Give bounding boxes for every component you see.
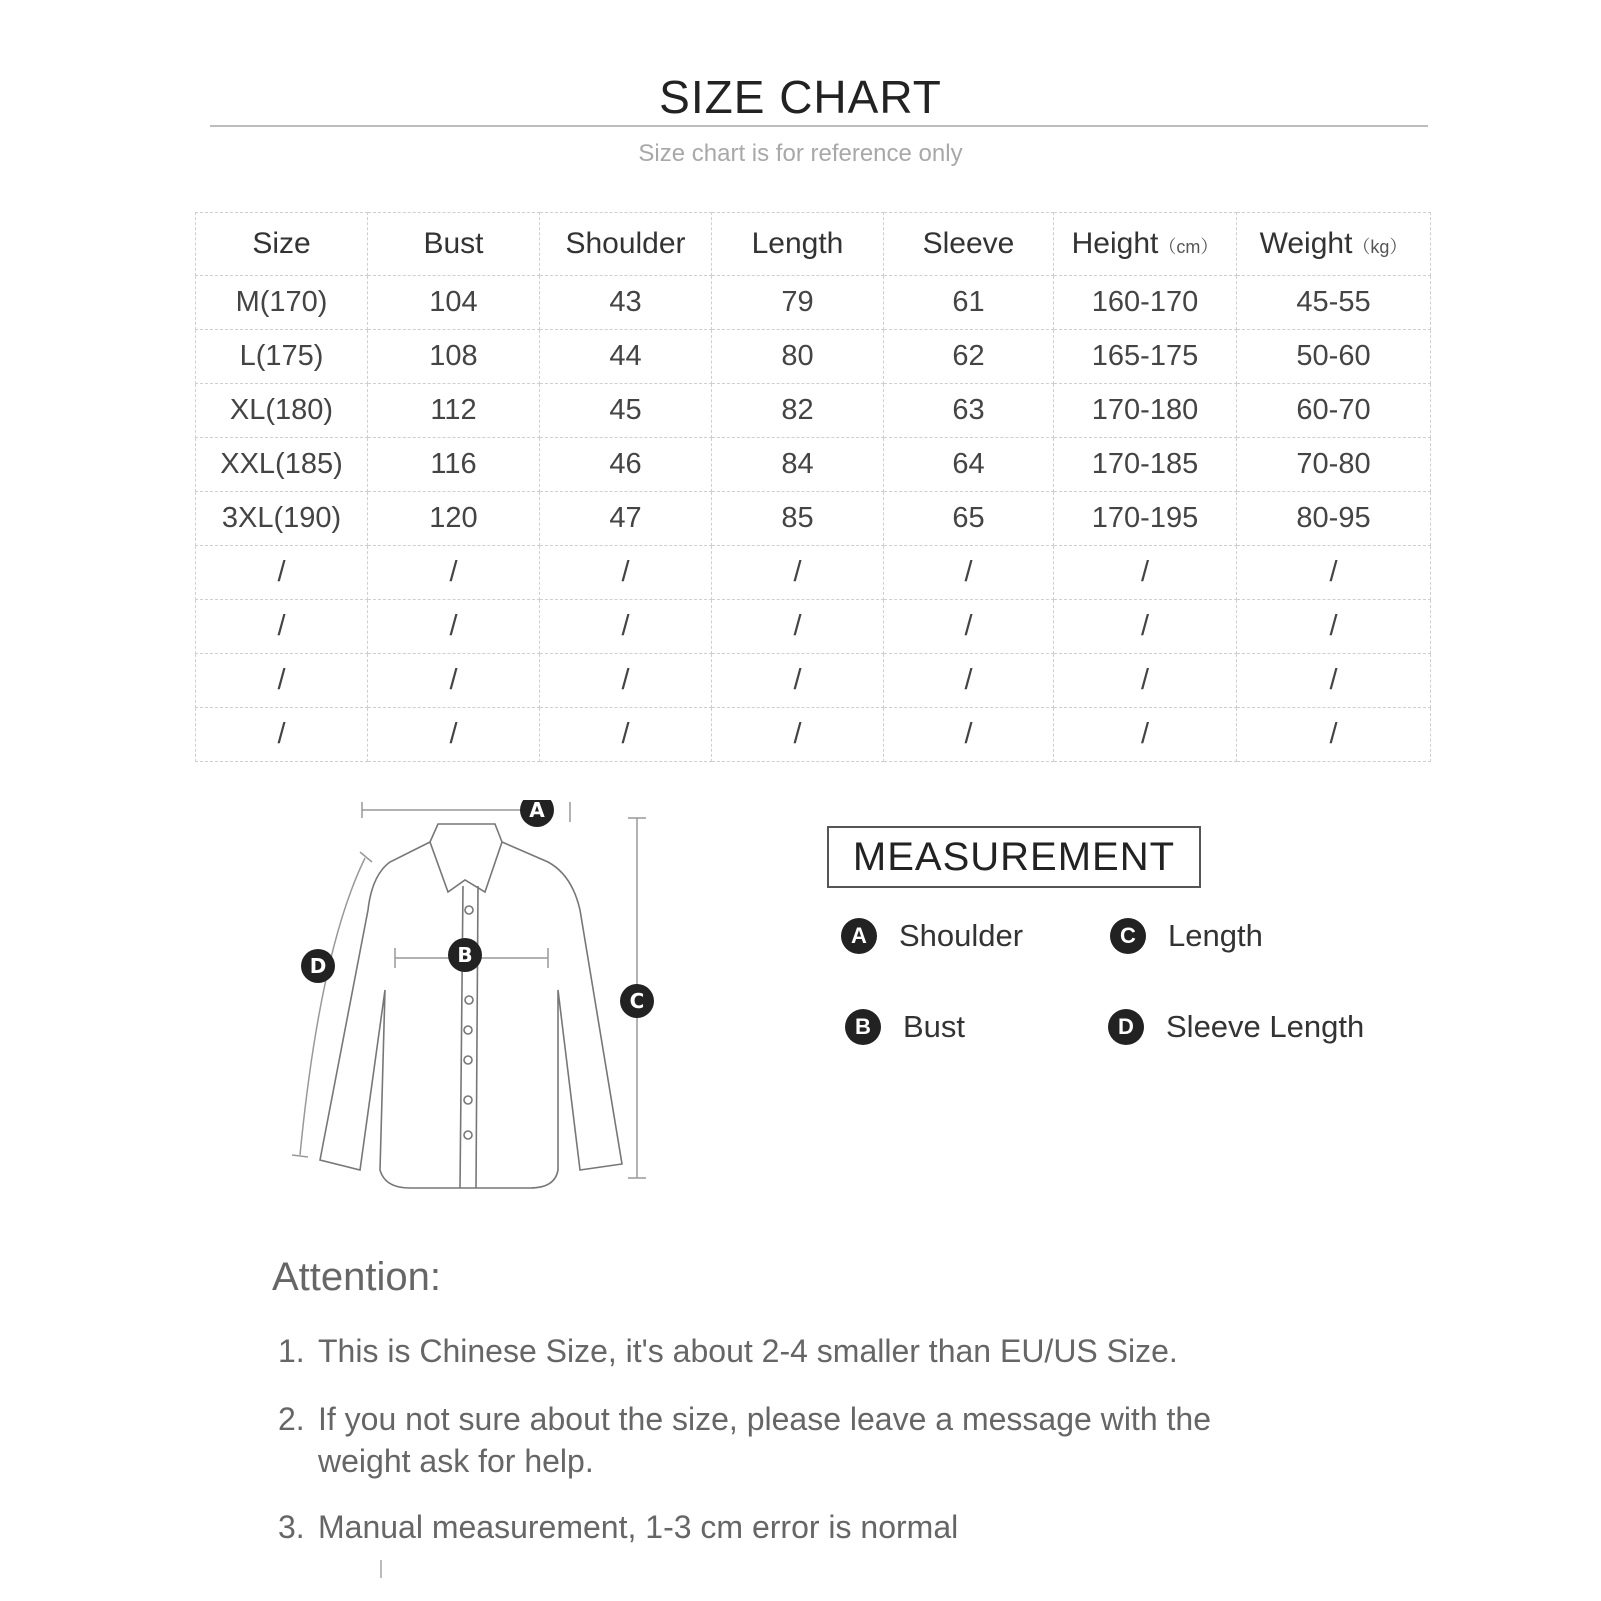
table-cell: / — [196, 546, 368, 600]
legend-item-sleeve-length — [1108, 1009, 1364, 1045]
shirt-collar — [430, 824, 502, 892]
table-cell: / — [368, 654, 540, 708]
table-cell: 46 — [540, 438, 712, 492]
marker-a-label: A — [529, 800, 545, 822]
measurement-title: MEASUREMENT — [827, 826, 1201, 888]
table-cell: / — [712, 654, 884, 708]
marker-c-label: C — [629, 989, 645, 1013]
table-cell: 63 — [884, 384, 1054, 438]
badge-a-icon: A — [841, 918, 877, 954]
table-cell: 160-170 — [1054, 276, 1237, 330]
table-cell: / — [540, 708, 712, 762]
table-cell: 85 — [712, 492, 884, 546]
table-cell: XXL(185) — [196, 438, 368, 492]
marker-d-label: D — [309, 954, 327, 978]
table-cell: 60-70 — [1237, 384, 1431, 438]
table-row — [196, 654, 1431, 708]
table-cell: 80 — [712, 330, 884, 384]
legend-item-bust — [845, 1009, 965, 1045]
table-cell: 50-60 — [1237, 330, 1431, 384]
table-cell: / — [1054, 708, 1237, 762]
table-cell: / — [196, 708, 368, 762]
shirt-diagram — [280, 800, 680, 1220]
divider-tick — [380, 1560, 382, 1578]
table-cell: / — [1237, 654, 1431, 708]
legend-item-length — [1110, 918, 1263, 954]
table-cell: 62 — [884, 330, 1054, 384]
table-cell: 61 — [884, 276, 1054, 330]
legend-item-shoulder — [841, 918, 1023, 954]
badge-b-icon: B — [845, 1009, 881, 1045]
legend-label: Sleeve Length — [1166, 1009, 1365, 1044]
marker-b-label: B — [457, 943, 473, 967]
table-cell: / — [884, 600, 1054, 654]
table-row — [196, 600, 1431, 654]
table-cell: / — [712, 546, 884, 600]
table-cell: / — [540, 654, 712, 708]
col-header-bust: Bust — [368, 213, 540, 276]
legend-label: Bust — [903, 1009, 966, 1044]
table-cell: / — [1237, 600, 1431, 654]
table-row — [196, 546, 1431, 600]
table-cell: / — [540, 546, 712, 600]
col-header-length: Length — [712, 213, 884, 276]
table-header-row — [196, 213, 1431, 276]
legend-label: Length — [1168, 918, 1263, 953]
badge-d-icon: D — [1108, 1009, 1144, 1045]
table-cell: 116 — [368, 438, 540, 492]
col-header-shoulder: Shoulder — [540, 213, 712, 276]
table-cell: 108 — [368, 330, 540, 384]
attention-note-3: 3. Manual measurement, 1-3 cm error is normal — [278, 1509, 959, 1545]
table-cell: 84 — [712, 438, 884, 492]
table-row — [196, 438, 1431, 492]
title-divider — [210, 125, 1428, 127]
table-cell: 64 — [884, 438, 1054, 492]
badge-c-icon: C — [1110, 918, 1146, 954]
table-cell: 80-95 — [1237, 492, 1431, 546]
table-cell: 170-195 — [1054, 492, 1237, 546]
col-header-sleeve: Sleeve — [884, 213, 1054, 276]
table-cell: / — [196, 654, 368, 708]
table-row — [196, 276, 1431, 330]
table-cell: 82 — [712, 384, 884, 438]
table-cell: / — [884, 546, 1054, 600]
page-title: SIZE CHART — [659, 71, 942, 123]
table-cell: 47 — [540, 492, 712, 546]
table-cell: 65 — [884, 492, 1054, 546]
table-cell: 45-55 — [1237, 276, 1431, 330]
table-cell: L(175) — [196, 330, 368, 384]
col-header-size: Size — [196, 213, 368, 276]
table-cell: / — [368, 708, 540, 762]
table-cell: / — [368, 600, 540, 654]
table-cell: / — [1054, 546, 1237, 600]
table-cell: 3XL(190) — [196, 492, 368, 546]
table-cell: / — [1054, 654, 1237, 708]
table-cell: / — [884, 654, 1054, 708]
table-cell: / — [540, 600, 712, 654]
table-cell: 44 — [540, 330, 712, 384]
table-cell: 104 — [368, 276, 540, 330]
table-cell: / — [712, 708, 884, 762]
table-cell: / — [1237, 708, 1431, 762]
table-cell: / — [1237, 546, 1431, 600]
table-cell: 170-185 — [1054, 438, 1237, 492]
size-table — [195, 212, 1431, 762]
attention-title: Attention: — [272, 1255, 442, 1299]
table-cell: / — [712, 600, 884, 654]
legend-label: Shoulder — [899, 918, 1024, 953]
table-cell: / — [884, 708, 1054, 762]
table-cell: 165-175 — [1054, 330, 1237, 384]
col-header-height: Height（cm） — [1054, 213, 1237, 276]
table-cell: XL(180) — [196, 384, 368, 438]
table-row — [196, 384, 1431, 438]
attention-note-1: 1. This is Chinese Size, it's about 2-4 smaller than EU/US Size. — [278, 1333, 1178, 1369]
attention-note-2: 2. If you not sure about the size, please leave a message with the weight ask for help. — [278, 1401, 1211, 1479]
table-row — [196, 492, 1431, 546]
table-cell: 79 — [712, 276, 884, 330]
table-cell: 112 — [368, 384, 540, 438]
table-cell: 45 — [540, 384, 712, 438]
table-cell: / — [1054, 600, 1237, 654]
table-row — [196, 330, 1431, 384]
table-cell: M(170) — [196, 276, 368, 330]
table-cell: 70-80 — [1237, 438, 1431, 492]
table-cell: / — [196, 600, 368, 654]
table-cell: 43 — [540, 276, 712, 330]
table-cell: 120 — [368, 492, 540, 546]
table-row — [196, 708, 1431, 762]
table-cell: / — [368, 546, 540, 600]
col-header-weight: Weight（kg） — [1237, 213, 1431, 276]
shirt-body — [320, 842, 622, 1188]
page-subtitle: Size chart is for reference only — [638, 140, 963, 167]
table-cell: 170-180 — [1054, 384, 1237, 438]
